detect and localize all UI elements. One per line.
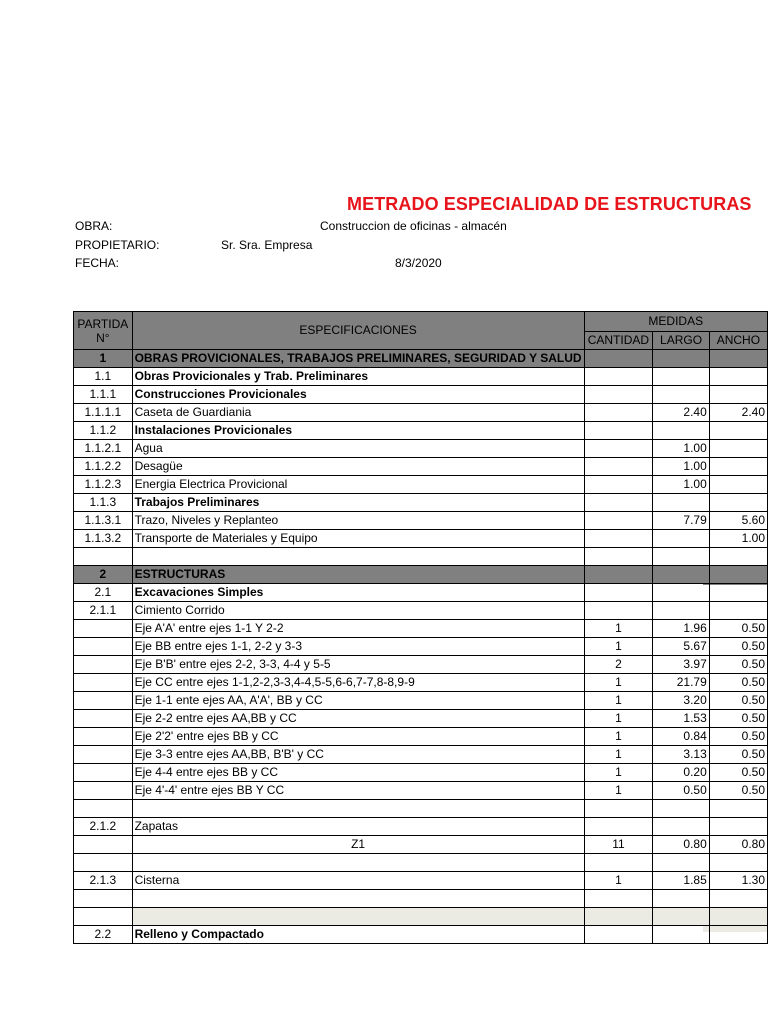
table-row: [74, 872, 768, 890]
cell-ancho[interactable]: 1.30: [709, 872, 767, 890]
table-row: [74, 584, 768, 602]
cell-largo[interactable]: 3.97: [653, 656, 709, 674]
cell-largo[interactable]: [653, 818, 709, 836]
fecha-value: 8/3/2020: [395, 256, 442, 270]
cell-largo[interactable]: [653, 530, 709, 548]
table-row: [74, 800, 768, 818]
cell-especificacion[interactable]: Desagüe: [132, 458, 584, 476]
table-row: [74, 620, 768, 638]
table-row: [74, 476, 768, 494]
cell-largo[interactable]: [653, 422, 709, 440]
cell-largo[interactable]: [653, 566, 709, 584]
cell-ancho[interactable]: [709, 458, 767, 476]
cell-partida[interactable]: [74, 674, 133, 692]
cell-cantidad[interactable]: [584, 854, 653, 872]
cell-ancho[interactable]: 0.50: [709, 728, 767, 746]
cell-ancho[interactable]: [709, 494, 767, 512]
cell-especificacion[interactable]: Eje 1-1 ente ejes AA, A'A', BB y CC: [132, 692, 584, 710]
cell-ancho[interactable]: [709, 368, 767, 386]
cell-ancho[interactable]: 0.50: [709, 656, 767, 674]
cell-largo[interactable]: [653, 602, 709, 620]
cell-ancho[interactable]: 0.50: [709, 782, 767, 800]
propietario-label: PROPIETARIO:: [75, 238, 160, 252]
cell-ancho[interactable]: [709, 800, 767, 818]
cell-largo[interactable]: [653, 800, 709, 818]
table-row: [74, 530, 768, 548]
cell-ancho[interactable]: 0.50: [709, 692, 767, 710]
cell-partida[interactable]: [74, 728, 133, 746]
cell-largo[interactable]: 1.85: [653, 872, 709, 890]
cell-cantidad[interactable]: [584, 566, 653, 584]
cell-cantidad[interactable]: 1: [584, 710, 653, 728]
cell-partida[interactable]: 1.1: [74, 368, 133, 386]
cell-largo[interactable]: 0.50: [653, 782, 709, 800]
cell-ancho[interactable]: [709, 476, 767, 494]
cell-cantidad[interactable]: [584, 458, 653, 476]
cell-partida[interactable]: 1.1.1.1: [74, 404, 133, 422]
cell-cantidad[interactable]: 1: [584, 728, 653, 746]
cell-cantidad[interactable]: [584, 350, 653, 368]
cell-especificacion[interactable]: Trabajos Preliminares: [132, 494, 584, 512]
fecha-label: FECHA:: [75, 256, 120, 270]
cell-cantidad[interactable]: [584, 800, 653, 818]
cell-cantidad[interactable]: [584, 926, 653, 944]
cell-largo[interactable]: [653, 854, 709, 872]
cell-largo[interactable]: 1.96: [653, 620, 709, 638]
table-row: [74, 674, 768, 692]
cell-partida[interactable]: 1.1.2: [74, 422, 133, 440]
cell-especificacion[interactable]: Cisterna: [132, 872, 584, 890]
cell-ancho[interactable]: [709, 350, 767, 368]
cell-largo[interactable]: 1.53: [653, 710, 709, 728]
cell-partida[interactable]: [74, 710, 133, 728]
cell-especificacion[interactable]: Eje 4'-4' entre ejes BB Y CC: [132, 782, 584, 800]
table-row: [74, 818, 768, 836]
cell-especificacion[interactable]: Eje 4-4 entre ejes BB y CC: [132, 764, 584, 782]
cell-especificacion[interactable]: [132, 890, 584, 908]
cell-largo[interactable]: 0.20: [653, 764, 709, 782]
cell-especificacion[interactable]: Eje B'B' entre ejes 2-2, 3-3, 4-4 y 5-5: [132, 656, 584, 674]
cell-cantidad[interactable]: [584, 512, 653, 530]
cell-cantidad[interactable]: [584, 422, 653, 440]
header-row: [74, 312, 768, 332]
table-row: [74, 728, 768, 746]
table-row: [74, 440, 768, 458]
cell-partida[interactable]: 1.1.3.1: [74, 512, 133, 530]
page-title: METRADO ESPECIALIDAD DE ESTRUCTURAS: [347, 194, 752, 214]
cell-cantidad[interactable]: 1: [584, 764, 653, 782]
cell-partida[interactable]: [74, 764, 133, 782]
table-row: [74, 854, 768, 872]
cell-partida[interactable]: [74, 782, 133, 800]
propietario-value: Sr. Sra. Empresa: [221, 238, 313, 252]
table-row: [74, 512, 768, 530]
table-row: [74, 602, 768, 620]
table-row: [74, 566, 768, 584]
cell-largo[interactable]: 5.67: [653, 638, 709, 656]
table-row: [74, 746, 768, 764]
cell-ancho[interactable]: 0.50: [709, 674, 767, 692]
cell-cantidad[interactable]: 1: [584, 692, 653, 710]
table-row: [74, 656, 768, 674]
cell-partida[interactable]: 1.1.2.2: [74, 458, 133, 476]
cell-cantidad[interactable]: [584, 476, 653, 494]
cell-partida[interactable]: [74, 692, 133, 710]
cell-ancho[interactable]: [709, 440, 767, 458]
cell-largo[interactable]: [653, 584, 709, 602]
table-row: [74, 422, 768, 440]
cell-cantidad[interactable]: [584, 386, 653, 404]
header-especificaciones: ESPECIFICACIONES: [132, 312, 584, 350]
cell-partida[interactable]: 2: [74, 566, 133, 584]
cell-largo[interactable]: [653, 548, 709, 566]
table-row: [74, 638, 768, 656]
cell-cantidad[interactable]: [584, 530, 653, 548]
cell-cantidad[interactable]: [584, 908, 653, 926]
cell-largo[interactable]: [653, 350, 709, 368]
cell-cantidad[interactable]: [584, 584, 653, 602]
cell-ancho[interactable]: 1.00: [709, 530, 767, 548]
cell-especificacion[interactable]: Eje 3-3 entre ejes AA,BB, B'B' y CC: [132, 746, 584, 764]
cell-largo[interactable]: 7.79: [653, 512, 709, 530]
cell-largo[interactable]: [653, 890, 709, 908]
cell-ancho[interactable]: 0.50: [709, 710, 767, 728]
cell-partida[interactable]: 1.1.1: [74, 386, 133, 404]
table-row: [74, 890, 768, 908]
cell-partida[interactable]: 1.1.3: [74, 494, 133, 512]
cell-largo[interactable]: 3.20: [653, 692, 709, 710]
table-row: [74, 350, 768, 368]
cell-largo[interactable]: 0.84: [653, 728, 709, 746]
cell-ancho[interactable]: 0.50: [709, 746, 767, 764]
cell-especificacion[interactable]: Caseta de Guardiania: [132, 404, 584, 422]
cell-especificacion[interactable]: Eje A'A' entre ejes 1-1 Y 2-2: [132, 620, 584, 638]
cell-cantidad[interactable]: [584, 404, 653, 422]
cell-partida[interactable]: 1: [74, 350, 133, 368]
cell-partida[interactable]: 2.1.2: [74, 818, 133, 836]
table-row: [74, 548, 768, 566]
cell-ancho[interactable]: 0.50: [709, 638, 767, 656]
cell-largo[interactable]: 0.80: [653, 836, 709, 854]
cell-largo[interactable]: 1.00: [653, 476, 709, 494]
cell-largo[interactable]: 1.00: [653, 458, 709, 476]
cell-partida[interactable]: [74, 620, 133, 638]
cell-especificacion[interactable]: Eje CC entre ejes 1-1,2-2,3-3,4-4,5-5,6-6,7-7,8-8,9-9: [132, 674, 584, 692]
cell-cantidad[interactable]: [584, 602, 653, 620]
cell-especificacion[interactable]: [132, 908, 584, 926]
cell-partida[interactable]: 1.1.3.2: [74, 530, 133, 548]
header-ancho: ANCHO: [709, 332, 767, 350]
cell-especificacion[interactable]: Obras Provicionales y Trab. Preliminares: [132, 368, 584, 386]
cell-cantidad[interactable]: 1: [584, 620, 653, 638]
cell-ancho[interactable]: 2.40: [709, 404, 767, 422]
table-row: [74, 836, 768, 854]
cell-partida[interactable]: 1.1.2.1: [74, 440, 133, 458]
table-row: [74, 494, 768, 512]
table-row: [74, 926, 768, 944]
cell-largo[interactable]: [653, 386, 709, 404]
cell-partida[interactable]: [74, 890, 133, 908]
cell-especificacion[interactable]: Energia Electrica Provicional: [132, 476, 584, 494]
cell-partida[interactable]: [74, 836, 133, 854]
table-row: [74, 710, 768, 728]
table-row: [74, 764, 768, 782]
cell-cantidad[interactable]: [584, 494, 653, 512]
cell-largo[interactable]: [653, 926, 709, 944]
cell-cantidad[interactable]: [584, 890, 653, 908]
cell-largo[interactable]: 3.13: [653, 746, 709, 764]
cell-partida[interactable]: [74, 854, 133, 872]
cell-ancho[interactable]: [709, 422, 767, 440]
obra-value: Construccion de oficinas - almacén: [320, 219, 507, 233]
cell-partida[interactable]: [74, 800, 133, 818]
table-row: [74, 692, 768, 710]
cell-cantidad[interactable]: 11: [584, 836, 653, 854]
cell-especificacion[interactable]: Eje 2'2' entre ejes BB y CC: [132, 728, 584, 746]
cell-partida[interactable]: [74, 746, 133, 764]
cell-ancho[interactable]: [709, 386, 767, 404]
cell-especificacion[interactable]: Relleno y Compactado: [132, 926, 584, 944]
cell-partida[interactable]: 2.2: [74, 926, 133, 944]
cell-cantidad[interactable]: 1: [584, 638, 653, 656]
obra-label: OBRA:: [75, 219, 113, 233]
cell-especificacion[interactable]: OBRAS PROVICIONALES, TRABAJOS PRELIMINARES, SEGURIDAD Y SALUD: [132, 350, 584, 368]
cell-ancho[interactable]: [709, 548, 767, 566]
header-partida: PARTIDA N°: [74, 312, 133, 350]
cell-largo[interactable]: [653, 494, 709, 512]
table-row: [74, 368, 768, 386]
metrado-table: [73, 311, 768, 944]
table-row: [74, 458, 768, 476]
cell-partida[interactable]: 2.1.1: [74, 602, 133, 620]
table-row: [74, 908, 768, 926]
header-medidas: MEDIDAS: [584, 312, 767, 332]
cell-ancho[interactable]: [709, 908, 767, 926]
cell-largo[interactable]: [653, 368, 709, 386]
table-row: [74, 404, 768, 422]
cell-especificacion[interactable]: [132, 854, 584, 872]
cell-partida[interactable]: [74, 908, 133, 926]
cell-cantidad[interactable]: [584, 440, 653, 458]
cell-especificacion[interactable]: Zapatas: [132, 818, 584, 836]
cell-especificacion[interactable]: Instalaciones Provicionales: [132, 422, 584, 440]
cell-largo[interactable]: [653, 908, 709, 926]
cell-ancho[interactable]: [709, 926, 767, 944]
cell-ancho[interactable]: [709, 566, 767, 584]
cell-partida[interactable]: [74, 548, 133, 566]
cell-especificacion[interactable]: Construcciones Provicionales: [132, 386, 584, 404]
table-body: [74, 312, 768, 944]
cell-ancho[interactable]: [709, 584, 767, 602]
cell-cantidad[interactable]: 1: [584, 746, 653, 764]
cell-especificacion[interactable]: Excavaciones Simples: [132, 584, 584, 602]
cell-especificacion[interactable]: Cimiento Corrido: [132, 602, 584, 620]
cell-ancho[interactable]: [709, 854, 767, 872]
cell-especificacion[interactable]: [132, 800, 584, 818]
cell-largo[interactable]: 21.79: [653, 674, 709, 692]
cell-especificacion[interactable]: Eje 2-2 entre ejes AA,BB y CC: [132, 710, 584, 728]
cell-partida[interactable]: 2.1.3: [74, 872, 133, 890]
cell-partida[interactable]: [74, 638, 133, 656]
cell-ancho[interactable]: 5.60: [709, 512, 767, 530]
cell-especificacion[interactable]: Agua: [132, 440, 584, 458]
cell-especificacion[interactable]: ESTRUCTURAS: [132, 566, 584, 584]
cell-partida[interactable]: 2.1: [74, 584, 133, 602]
cell-cantidad[interactable]: 1: [584, 674, 653, 692]
header-cantidad: CANTIDAD: [584, 332, 653, 350]
cell-cantidad[interactable]: [584, 818, 653, 836]
cell-largo[interactable]: 2.40: [653, 404, 709, 422]
table-row: [74, 782, 768, 800]
cell-cantidad[interactable]: 1: [584, 872, 653, 890]
cell-ancho[interactable]: [709, 818, 767, 836]
cell-especificacion[interactable]: Trazo, Niveles y Replanteo: [132, 512, 584, 530]
cell-ancho[interactable]: 0.50: [709, 620, 767, 638]
cell-especificacion[interactable]: Eje BB entre ejes 1-1, 2-2 y 3-3: [132, 638, 584, 656]
cell-cantidad[interactable]: [584, 548, 653, 566]
cell-ancho[interactable]: 0.50: [709, 764, 767, 782]
cell-especificacion[interactable]: Z1: [132, 836, 584, 854]
cell-ancho[interactable]: [709, 602, 767, 620]
cell-largo[interactable]: 1.00: [653, 440, 709, 458]
header-largo: LARGO: [653, 332, 709, 350]
cell-especificacion[interactable]: Transporte de Materiales y Equipo: [132, 530, 584, 548]
cell-cantidad[interactable]: [584, 368, 653, 386]
cell-ancho[interactable]: [709, 890, 767, 908]
cell-cantidad[interactable]: 2: [584, 656, 653, 674]
cell-partida[interactable]: [74, 656, 133, 674]
cell-ancho[interactable]: 0.80: [709, 836, 767, 854]
cell-cantidad[interactable]: 1: [584, 782, 653, 800]
cell-partida[interactable]: 1.1.2.3: [74, 476, 133, 494]
table-row: [74, 386, 768, 404]
cell-especificacion[interactable]: [132, 548, 584, 566]
